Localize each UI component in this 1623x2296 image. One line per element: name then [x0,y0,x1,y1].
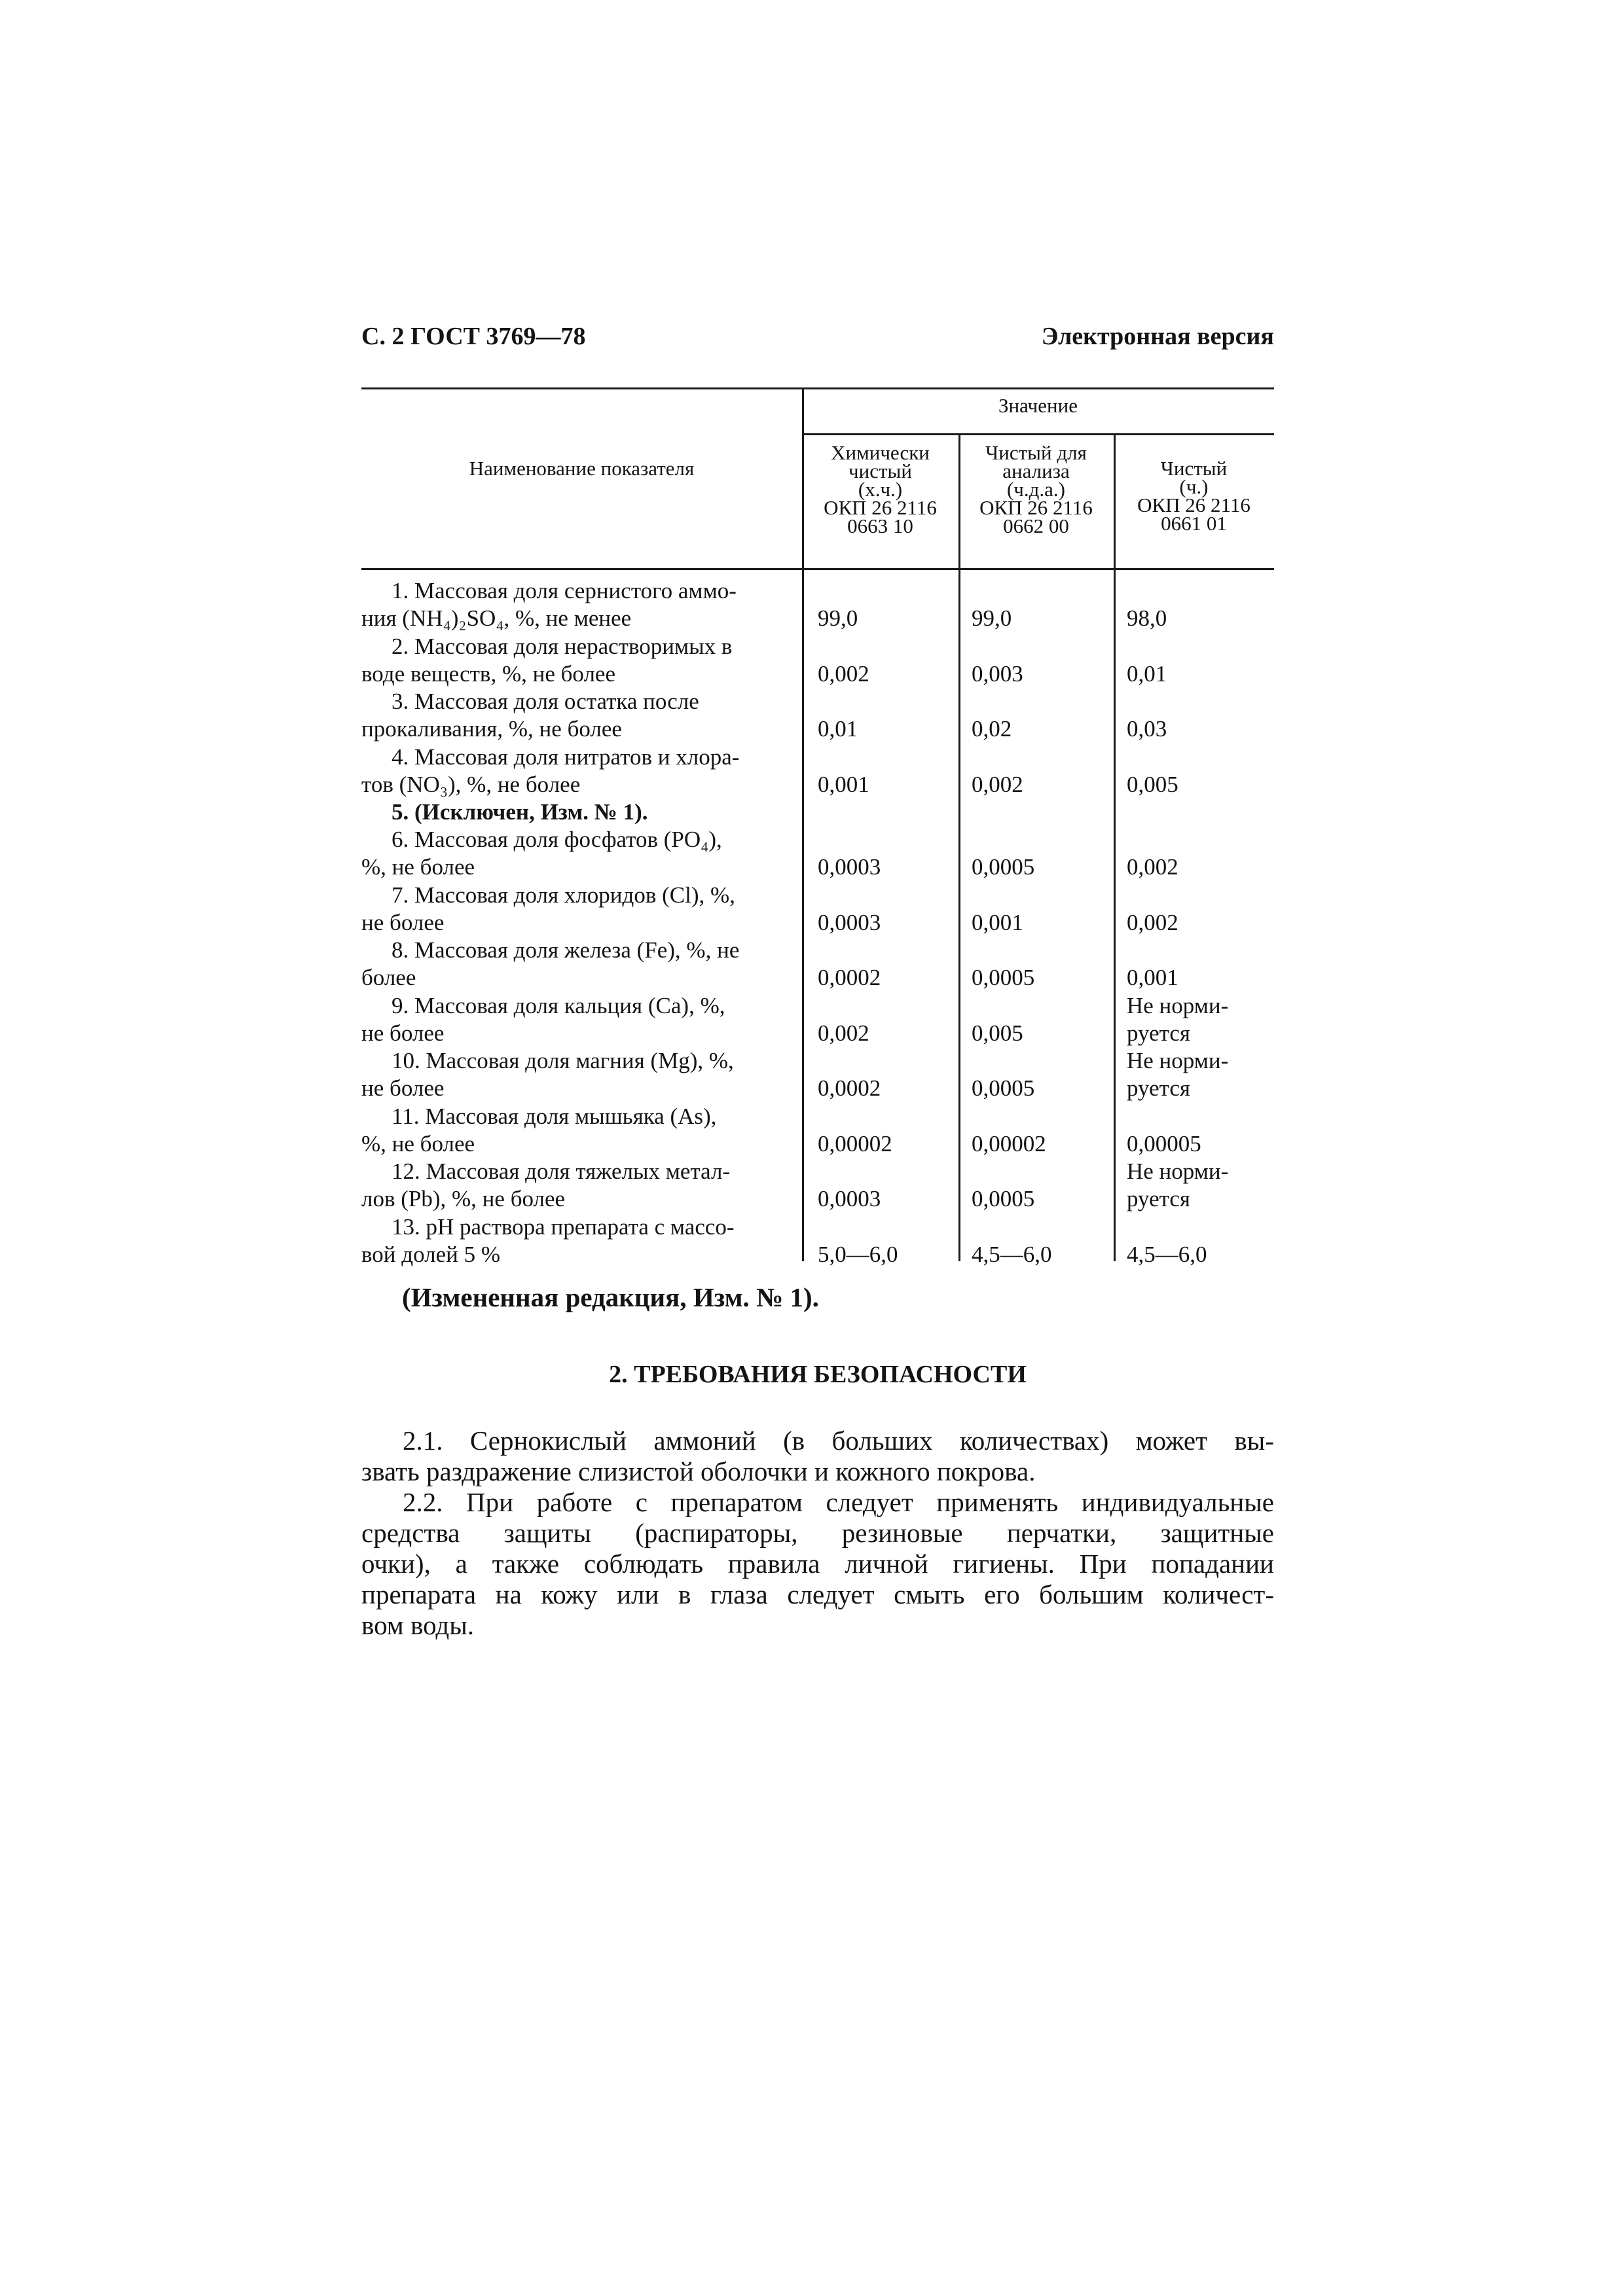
indicator-name-line: не более [361,1020,445,1046]
value-cell: 0,0002 [818,965,881,990]
value-cell: 0,01 [1127,660,1167,687]
value-cell: 99,0 [818,605,858,631]
paragraph-line: звать раздражение слизистой оболочки и кожного покрова. [361,1456,1036,1486]
indicator-name-line: воде веществ, %, не более [361,660,615,687]
indicator-name [361,826,791,881]
table-row [361,1213,1274,1268]
indicator-name-line: прокаливания, %, не более [361,716,622,742]
indicator-name-line: лов (Pb), %, не более [361,1186,566,1211]
indicator-name-line: вой долей 5 % [361,1241,500,1267]
table-row [361,744,1274,798]
value-cell: 0,00002 [972,1130,1046,1157]
column-header-line: (ч.д.а.) [1006,478,1066,501]
indicator-name [361,1047,791,1102]
column-header-line: Чистый для [985,441,1087,464]
value-cell-line: Не норми- [1127,1048,1229,1073]
value-cell: 0,00002 [818,1130,892,1157]
value-cell: 0,0005 [972,1186,1035,1211]
indicator-name-line: более [361,965,416,990]
value-cell: 0,03 [1127,716,1167,742]
indicator-name-line: 7. Массовая доля хлоридов (Cl), %, [392,882,735,908]
indicator-name-line: 2. Массовая доля нерастворимых в [392,633,733,659]
column-header-line: (х.ч.) [858,478,903,501]
table-row [361,577,1274,632]
value-cell [1127,1047,1228,1102]
value-group-header: Значение [998,394,1078,417]
table-row [361,1047,1274,1102]
value-cell: 0,0003 [818,909,881,935]
column-header-line: 0663 10 [847,514,913,537]
value-cell: 0,0005 [972,854,1035,880]
value-cell-line: руется [1127,1020,1190,1046]
value-cell: 0,005 [972,1020,1023,1046]
value-cell: 0,02 [972,716,1012,742]
value-cell: 0,0003 [818,854,881,880]
value-cell-line: Не норми- [1127,992,1229,1018]
header-bottom-rule [361,568,1274,570]
table-row [361,937,1274,992]
column-header-reagent-grade [802,441,958,537]
indicator-name-line: %, не более [361,1130,475,1157]
indicator-name-line: 13. pH раствора препарата с массо- [392,1213,735,1240]
paragraph-2-2 [361,1487,1274,1641]
value-cell: 0,002 [1127,909,1178,935]
table-top-rule [361,387,1274,389]
paragraph-line: 2.1. Сернокислый аммоний (в больших количествах) может вы- [403,1426,1274,1456]
indicator-name [361,937,791,992]
paragraph-line: 2.2. При работе с препаратом следует применять индивидуальные [403,1487,1274,1517]
indicator-name [361,577,791,632]
value-cell: 0,0005 [972,1075,1035,1101]
column-header-line: Чистый [1160,457,1228,480]
table-row [361,633,1274,688]
indicator-name [361,1158,791,1213]
indicator-name-line: 8. Массовая доля железа (Fe), %, не [392,937,740,963]
indicator-name [361,688,791,743]
indicator-name-line: 5. (Исключен, Изм. № 1). [392,799,648,825]
value-cell: 0,002 [818,1020,869,1046]
value-cell: 4,5—6,0 [1127,1241,1207,1267]
column-header-line: ОКП 26 2116 [979,496,1093,519]
value-cell: 0,001 [972,909,1023,935]
document-code: С. 2 ГОСТ 3769—78 [361,323,586,350]
indicator-name [361,633,791,688]
indicator-name [361,744,791,798]
section-title: 2. ТРЕБОВАНИЯ БЕЗОПАСНОСТИ [609,1361,1027,1388]
table-row [361,1103,1274,1158]
value-cell: 0,003 [972,660,1023,687]
indicator-name-line: 10. Массовая доля магния (Mg), %, [392,1048,734,1073]
value-cell-line: руется [1127,1186,1190,1211]
page-header [361,322,1274,361]
value-cell: 0,001 [1127,965,1178,990]
paragraph-line: препарата на кожу или в глаза следует смыть его большим количест- [361,1579,1274,1609]
value-cell: 0,01 [818,716,858,742]
table-row [361,992,1274,1047]
paragraph-line: очки), а также соблюдать правила личной гигиены. При попадании [361,1549,1274,1579]
table-row [361,826,1274,881]
paragraph-line: средства защиты (распираторы, резиновые перчатки, защитные [361,1518,1274,1548]
indicator-name-line: 4. Массовая доля нитратов и хлора- [392,744,740,770]
value-cell: 0,002 [972,771,1023,797]
version-label: Электронная версия [1041,323,1274,350]
indicator-name-line: 12. Массовая доля тяжелых метал- [392,1158,731,1184]
value-cell-line: руется [1127,1075,1190,1101]
indicator-name [361,882,791,937]
column-header-line: Химически [831,441,930,464]
indicator-name-line: тов (NO₃), %, не более [361,771,581,797]
indicator-name-line: ния (NH₄)₂SO₄, %, не менее [361,605,632,631]
value-cell: 98,0 [1127,605,1167,631]
indicator-name-line: 3. Массовая доля остатка после [392,689,699,714]
value-cell [1127,992,1228,1047]
value-cell: 99,0 [972,605,1012,631]
indicator-name-line: 6. Массовая доля фосфатов (PO₄), [392,827,722,852]
value-cell: 0,005 [1127,771,1178,797]
column-header-line: ОКП 26 2116 [824,496,937,519]
indicator-name [361,798,791,826]
column-header-line: 0661 01 [1161,512,1227,535]
indicator-name-line: 9. Массовая доля кальция (Ca), %, [392,992,725,1018]
value-cell: 4,5—6,0 [972,1241,1052,1267]
indicator-name-header: Наименование показателя [469,457,695,480]
value-cell: 0,0005 [972,965,1035,990]
value-cell: 0,00005 [1127,1130,1201,1157]
value-cell-line: Не норми- [1127,1158,1229,1184]
table-row [361,1158,1274,1213]
group-header-rule [802,433,1274,435]
column-header-line: ОКП 26 2116 [1137,493,1250,516]
table-row [361,882,1274,937]
value-cell [1127,1158,1228,1213]
value-cell: 0,002 [818,660,869,687]
indicator-name-line: 1. Массовая доля сернистого аммо- [392,578,737,603]
paragraph-line: вом воды. [361,1610,475,1640]
column-header-line: чистый [848,459,912,482]
column-header-analytical-grade [958,441,1114,537]
indicator-name-line: не более [361,1075,445,1101]
paragraph-2-1 [361,1426,1274,1487]
value-cell: 5,0—6,0 [818,1241,898,1267]
indicator-name [361,1213,791,1268]
value-cell: 0,002 [1127,854,1178,880]
indicator-name [361,1103,791,1158]
column-header-line: (ч.) [1179,475,1209,498]
column-header-pure-grade [1114,459,1274,533]
table-row [361,688,1274,743]
indicator-name [361,992,791,1047]
value-cell: 0,0002 [818,1075,881,1101]
amendment-note: (Измененная редакция, Изм. № 1). [402,1282,819,1312]
indicator-name-line: 11. Массовая доля мышьяка (As), [392,1103,717,1129]
value-cell: 0,001 [818,771,869,797]
specification-table [361,387,1274,1267]
value-cell: 0,0003 [818,1186,881,1211]
indicator-name-line: %, не более [361,854,475,880]
column-header-line: анализа [1002,459,1070,482]
column-header-line: 0662 00 [1003,514,1069,537]
indicator-name-line: не более [361,909,445,935]
